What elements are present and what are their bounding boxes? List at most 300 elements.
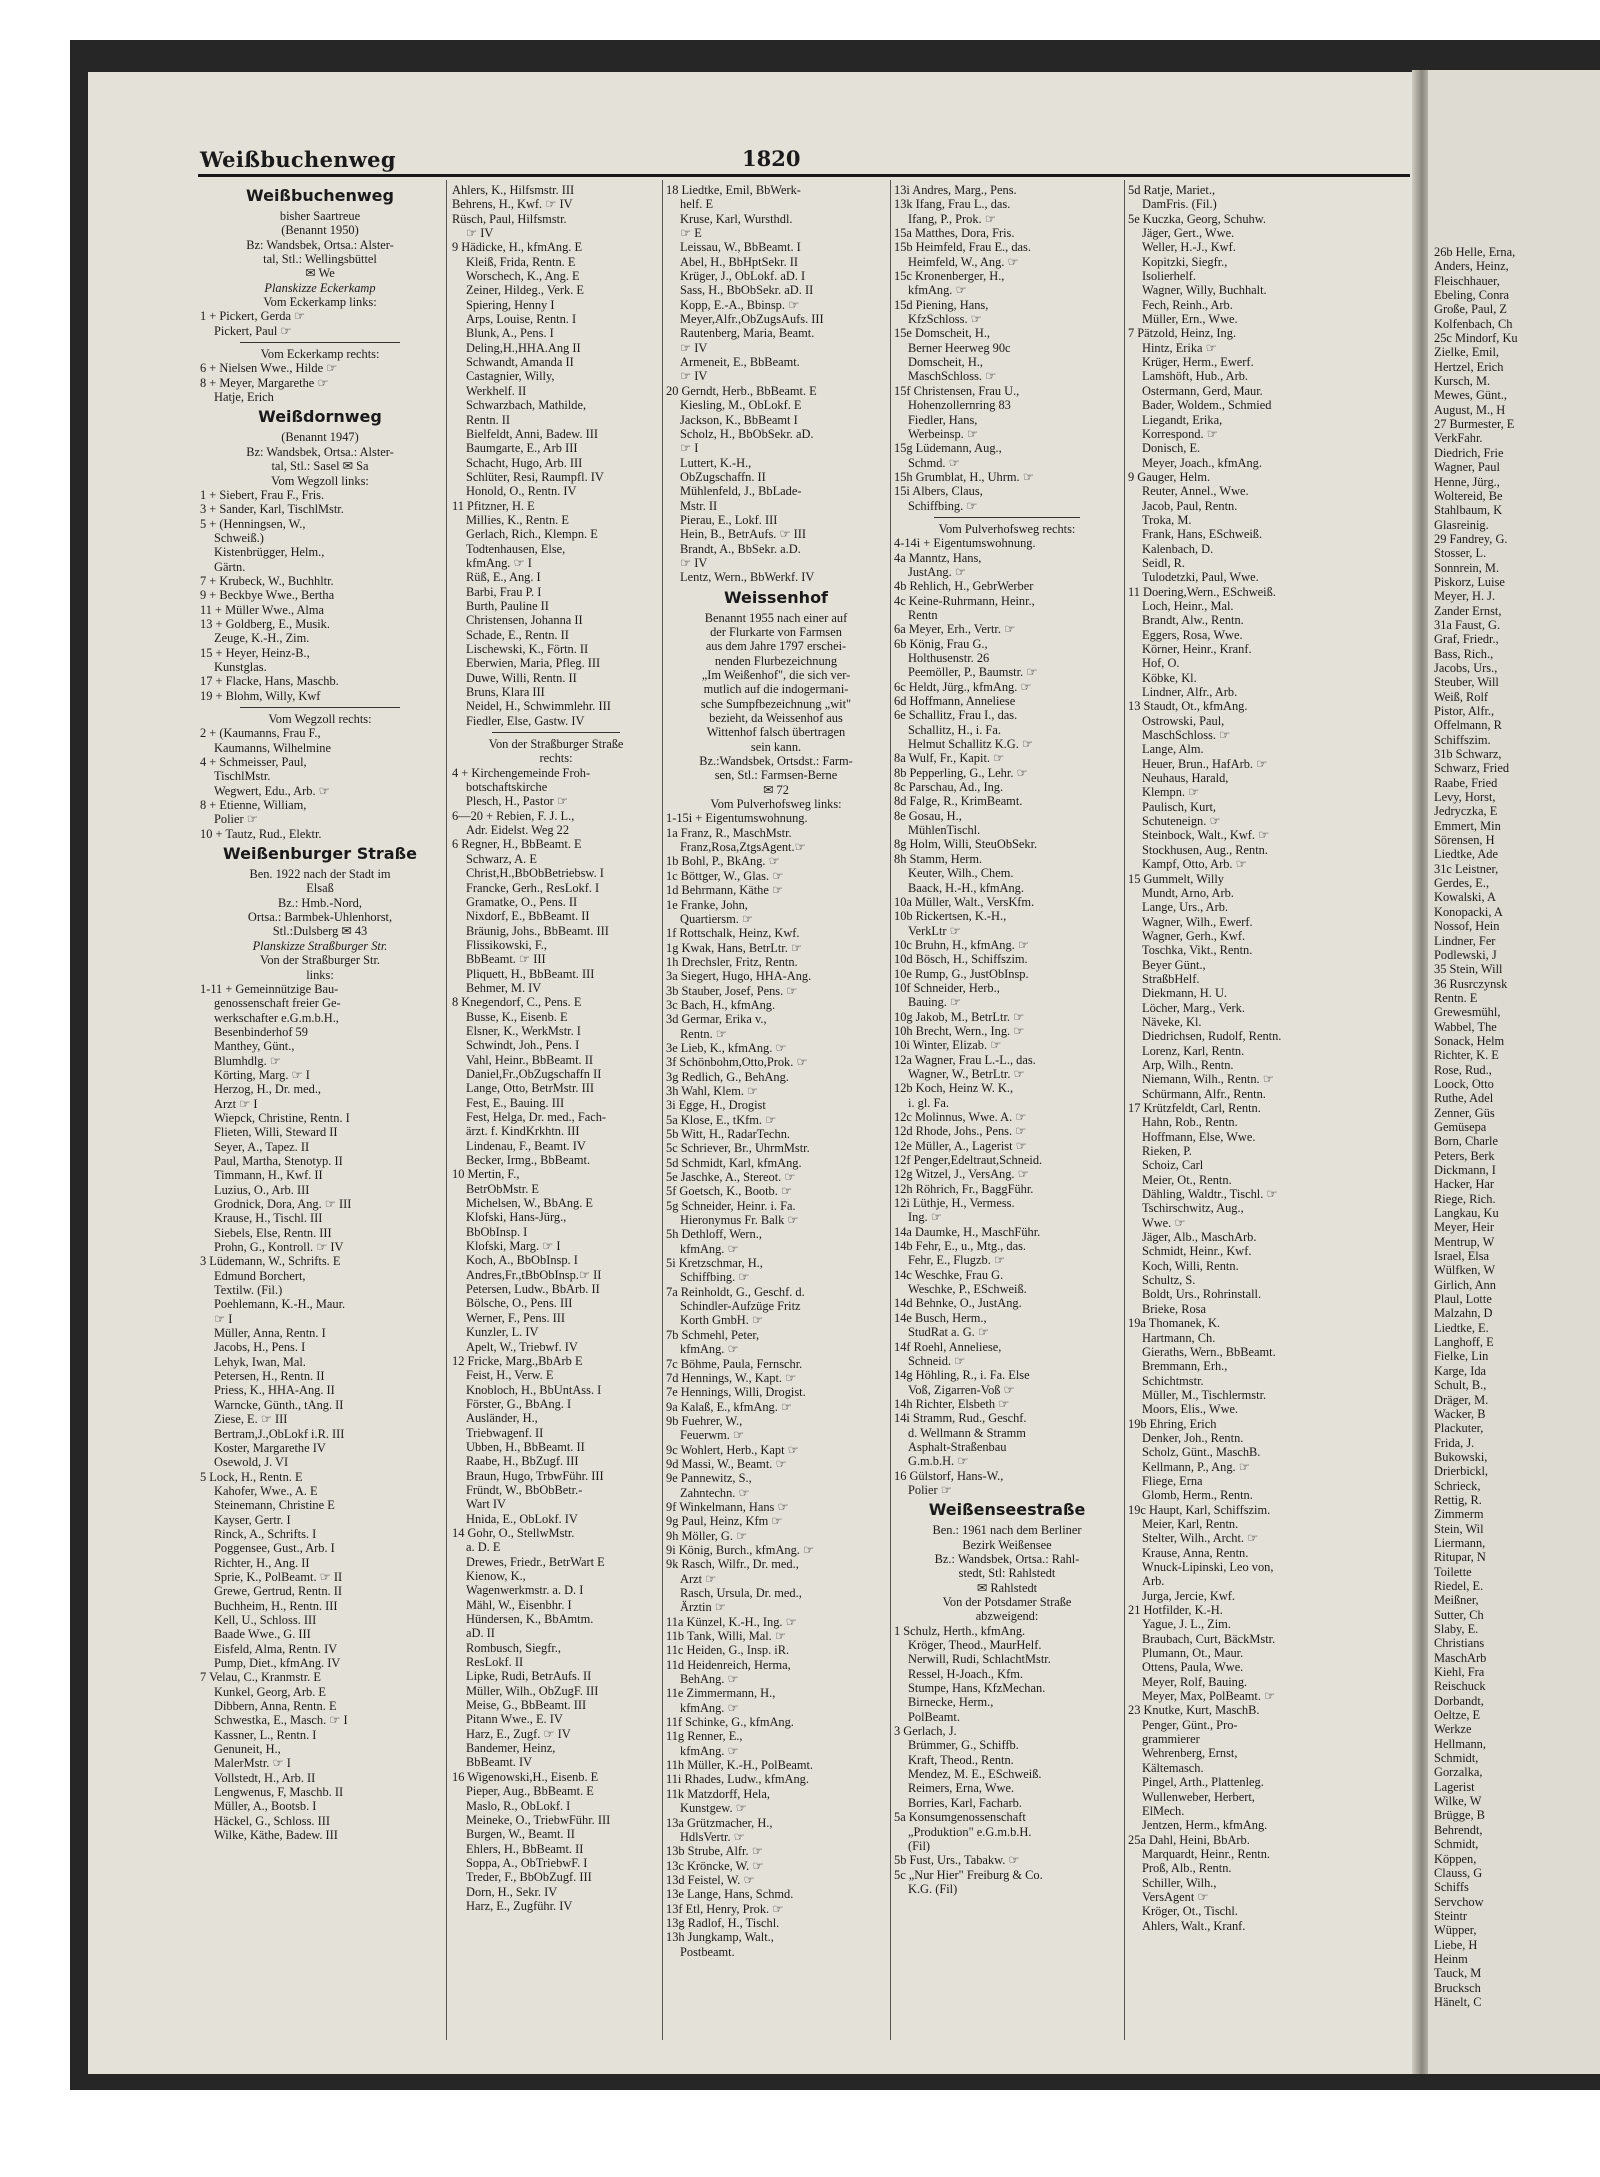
facing-page-entry: Liermann, — [1434, 1535, 1486, 1550]
directory-entry: Ifang, P., Prok. ☞ — [908, 211, 996, 226]
facing-page-entry: Schiffszim. — [1434, 732, 1491, 747]
facing-page-text — [1434, 245, 1518, 2009]
facing-page-entry: August, M., H — [1434, 402, 1506, 417]
directory-entry: Kahofer, Wwe., A. E — [214, 1483, 318, 1498]
directory-entry: 10h Brecht, Wern., Ing. ☞ — [894, 1023, 1025, 1038]
directory-column-1 — [200, 183, 440, 1842]
directory-entry: 4b Rehlich, H., GebrWerber — [894, 579, 1034, 594]
directory-entry: Deling,H.,HHA.Ang II — [466, 340, 581, 355]
street-note: nenden Flurbezeichnung — [714, 653, 838, 668]
directory-entry: genossenschaft freier Ge- — [214, 996, 341, 1011]
facing-page-entry: Zander Ernst, — [1434, 603, 1502, 618]
facing-page-entry: Plackuter, — [1434, 1421, 1484, 1436]
directory-entry: 9e Pannewitz, S., — [666, 1471, 752, 1486]
directory-entry: Ressel, H-Joach., Kfm. — [908, 1666, 1023, 1681]
facing-page-entry: Lindner, Fer — [1434, 933, 1496, 948]
street-note: Vom Eckerkamp rechts: — [260, 347, 380, 362]
directory-entry: 12h Röhrich, Fr., BaggFühr. — [894, 1181, 1034, 1196]
directory-entry: Treder, F., BbObZugf. III — [466, 1870, 592, 1885]
street-note: Ortsa.: Barmbek-Uhlenhorst, — [247, 910, 393, 925]
directory-entry: Nixdorf, E., BbBeamt. II — [466, 909, 590, 924]
directory-entry: Fehr, E., Flugzb. ☞ — [908, 1253, 1005, 1268]
street-note: Bz.:Wandsbek, Ortsdst.: Farm- — [699, 754, 853, 769]
facing-page-entry: Bukowski, — [1434, 1449, 1488, 1464]
directory-entry: Domscheit, H., — [908, 355, 984, 370]
directory-entry: Manthey, Günt., — [214, 1039, 295, 1054]
directory-entry: Hoffmann, Else, Wwe. — [1142, 1129, 1256, 1144]
directory-entry: Niemann, Wilh., Rentn. ☞ — [1142, 1072, 1274, 1087]
directory-entry: 18 Liedtke, Emil, BbWerk- — [666, 183, 801, 197]
directory-entry: 11k Matzdorff, Hela, — [666, 1786, 770, 1801]
directory-entry: Pickert, Paul ☞ — [214, 323, 292, 338]
directory-entry: Christ,H.,BbObBetriebsw. I — [466, 866, 604, 881]
directory-entry: Duwe, Willi, Rentn. II — [466, 670, 577, 685]
street-note: sche Sumpfbezeichnung „wit" — [700, 696, 852, 711]
directory-entry: BbObInsp. I — [466, 1224, 528, 1239]
street-heading: Weißenburger Straße — [223, 844, 417, 864]
directory-entry: Kruse, Karl, Wursthdl. — [680, 211, 793, 226]
directory-entry: Brandt, Alw., Rentn. — [1142, 613, 1244, 628]
directory-entry: Bremmann, Erh., — [1142, 1359, 1228, 1374]
directory-entry: Abel, H., BbHptSekr. II — [680, 254, 799, 269]
directory-entry: Rieken, P. — [1142, 1144, 1192, 1159]
directory-entry: Dähling, Waldtr., Tischl. ☞ — [1142, 1187, 1278, 1202]
directory-entry: Beyer Günt., — [1142, 957, 1206, 972]
facing-page-entry: Gerdes, E., — [1434, 876, 1490, 891]
directory-entry: Heimfeld, W., Ang. ☞ — [908, 254, 1019, 269]
directory-entry: Stumpe, Hans, KfzMechan. — [908, 1681, 1046, 1696]
directory-entry: Rinck, A., Schrifts. I — [214, 1526, 317, 1541]
street-note: bezieht, da Weissenhof aus — [709, 711, 843, 726]
directory-entry: Meise, G., BbBeamt. III — [466, 1698, 587, 1713]
directory-entry: Schacht, Hugo, Arb. III — [466, 455, 583, 470]
directory-entry: Müller, M., Tischlermstr. — [1142, 1387, 1267, 1402]
directory-entry: 8h Stamm, Herm. — [894, 851, 983, 866]
directory-entry: JustAng. ☞ — [908, 564, 966, 579]
directory-entry: Wagner, Wilh., Ewerf. — [1142, 914, 1253, 929]
directory-entry: Loch, Heinr., Mal. — [1142, 598, 1234, 613]
directory-entry: Kopitzki, Siegfr., — [1142, 254, 1228, 269]
directory-entry: Gärtn. — [214, 559, 246, 574]
directory-entry: Burth, Pauline II — [466, 598, 549, 613]
directory-entry: Lamshöft, Hub., Arb. — [1142, 369, 1248, 384]
directory-entry: kfmAng. ☞ — [908, 283, 967, 298]
street-note: stedt, Stl: Rahlstedt — [958, 1566, 1056, 1581]
directory-entry: G.m.b.H. ☞ — [908, 1454, 969, 1469]
directory-entry: Diedrichsen, Rudolf, Rentn. — [1142, 1029, 1282, 1044]
directory-entry: 8 + Meyer, Margarethe ☞ — [200, 375, 329, 390]
facing-page-entry: Richter, K. E — [1434, 1048, 1499, 1063]
directory-entry: Luttert, K.-H., — [680, 455, 752, 470]
facing-page-entry: Graf, Friedr., — [1434, 632, 1499, 647]
facing-page-entry: Langhoff, E — [1434, 1335, 1494, 1350]
directory-entry: 5b Witt, H., RadarTechn. — [666, 1127, 791, 1141]
directory-entry: 1f Rottschalk, Heinz, Kwf. — [666, 926, 800, 941]
directory-entry: PolBeamt. — [908, 1709, 960, 1724]
facing-page-entry: Wagner, Paul — [1434, 460, 1500, 475]
directory-entry: Spiering, Henny I — [466, 297, 555, 312]
directory-entry: 7d Hennings, W., Kapt. ☞ — [666, 1370, 797, 1385]
directory-entry: 3 Gerlach, J. — [894, 1724, 957, 1739]
directory-entry: 6a Meyer, Erh., Vertr. ☞ — [894, 622, 1016, 637]
column-divider — [446, 180, 447, 2040]
directory-entry: 7 + Krubeck, W., Buchhltr. — [200, 573, 334, 588]
directory-entry: MalerMstr. ☞ I — [214, 1756, 291, 1771]
directory-entry: Textilw. (Fil.) — [214, 1283, 283, 1298]
facing-page-entry: Jedryczka, E — [1434, 804, 1498, 819]
street-note: Vom Pulverhofsweg links: — [710, 797, 842, 812]
directory-entry: a. D. E — [466, 1540, 501, 1555]
facing-page-entry: Meißner, — [1434, 1593, 1479, 1608]
facing-page-entry: Meyer, H. J. — [1434, 589, 1496, 604]
facing-page-entry: Lagerist — [1434, 1779, 1475, 1794]
facing-page-entry: Riege, Rich. — [1434, 1191, 1496, 1206]
directory-entry: Proß, Alb., Rentn. — [1142, 1861, 1232, 1876]
directory-entry: Wnuck-Lipinski, Leo von, — [1142, 1560, 1274, 1574]
directory-entry: 12f Penger,Edeltraut,Schneid. — [894, 1153, 1043, 1168]
directory-entry: Lentz, Wern., BbWerkf. IV — [680, 570, 815, 585]
directory-entry: Wagenwerkmstr. a. D. I — [466, 1583, 584, 1598]
directory-entry: 5 + (Henningsen, W., — [200, 516, 306, 531]
directory-entry: Blumhdlg. ☞ — [214, 1053, 281, 1068]
street-note: Planskizze Eckerkamp — [264, 280, 376, 295]
directory-entry: 11f Schinke, G., kfmAng. — [666, 1715, 794, 1730]
facing-page-entry: Heinm — [1434, 1951, 1468, 1966]
directory-column-3 — [666, 183, 886, 1959]
directory-entry: Leissau, W., BbBeamt. I — [680, 240, 801, 255]
directory-entry: Wagner, Gerh., Kwf. — [1142, 928, 1246, 943]
facing-page-entry: Kursch, M. — [1434, 374, 1491, 389]
directory-entry: 17 Krützfeldt, Carl, Rentn. — [1128, 1101, 1261, 1115]
directory-entry: Stelter, Wilh., Archt. ☞ — [1142, 1531, 1259, 1546]
directory-entry: 5 Lock, H., Rentn. E — [200, 1469, 303, 1484]
facing-page-entry: Kowalski, A — [1434, 890, 1496, 905]
directory-entry: Grewe, Gertrud, Rentn. II — [214, 1584, 342, 1599]
directory-entry: Plesch, H., Pastor ☞ — [466, 794, 568, 809]
directory-entry: Kleiß, Frida, Rentn. E — [466, 254, 576, 269]
directory-entry: Wagner, W., BetrLtr. ☞ — [908, 1066, 1025, 1081]
directory-entry: 11d Heidenreich, Herma, — [666, 1657, 791, 1672]
column-divider — [1124, 180, 1125, 2040]
directory-entry: Adr. Eidelst. Weg 22 — [466, 823, 570, 838]
facing-page-entry: Steuber, Will — [1434, 675, 1499, 690]
directory-entry: 3 + Sander, Karl, TischlMstr. — [200, 502, 344, 517]
directory-entry: Liegandt, Erika, — [1142, 412, 1223, 427]
facing-page-entry: Dickmann, I — [1434, 1163, 1496, 1177]
directory-entry: 1e Franke, John, — [666, 897, 748, 912]
directory-entry: 8b Pepperling, G., Lehr. ☞ — [894, 765, 1028, 780]
facing-page-entry: Stahlbaum, K — [1434, 503, 1503, 518]
directory-entry: 1b Bohl, P., BkAng. ☞ — [666, 854, 780, 869]
directory-entry: Denker, Joh., Rentn. — [1142, 1430, 1244, 1445]
street-note: abzweigend: — [975, 1609, 1039, 1624]
directory-entry: Meyer, Rolf, Bauing. — [1142, 1674, 1248, 1689]
directory-entry: Schallitz, H., i. Fa. — [908, 722, 1001, 737]
facing-page-entry: Frida, J. — [1434, 1435, 1475, 1450]
directory-entry: Marquardt, Heinr., Rentn. — [1142, 1846, 1271, 1861]
street-note: (Benannt 1947) — [281, 430, 359, 445]
directory-entry: Maslo, R., ObLokf. I — [466, 1798, 571, 1813]
directory-entry: 1c Böttger, W., Glas. ☞ — [666, 868, 784, 883]
directory-entry: 9c Wohlert, Herb., Kapt ☞ — [666, 1442, 799, 1457]
directory-entry: Werkhelf. II — [466, 383, 527, 398]
directory-entry: Quartiersm. ☞ — [680, 911, 754, 926]
facing-page-entry: Gorzalka, — [1434, 1765, 1483, 1780]
directory-entry: Klofski, Marg. ☞ I — [466, 1239, 561, 1254]
directory-entry: Kampf, Otto, Arb. ☞ — [1142, 857, 1247, 872]
directory-entry: Eberwien, Maria, Pfleg. III — [466, 656, 601, 671]
directory-entry: Jacobs, H., Pens. I — [214, 1340, 306, 1355]
directory-entry: Pierau, E., Lokf. III — [680, 512, 778, 527]
directory-entry: Meier, Karl, Rentn. — [1142, 1516, 1239, 1531]
directory-entry: Hohenzollernring 83 — [908, 398, 1011, 413]
directory-entry: 13 Staudt, Ot., kfmAng. — [1128, 699, 1248, 714]
facing-page-entry: Behrendt, — [1434, 1822, 1483, 1837]
directory-entry: helf. E — [680, 197, 714, 212]
directory-entry: Penger, Günt., Pro- — [1142, 1717, 1238, 1732]
facing-page-entry: Rose, Rud., — [1434, 1062, 1492, 1077]
directory-entry: Raabe, H., BbZugf. III — [466, 1454, 579, 1469]
directory-entry: Rüß, E., Ang. I — [466, 570, 541, 585]
directory-entry: Braubach, Curt, BäckMstr. — [1142, 1631, 1276, 1646]
facing-page-fragment — [1428, 70, 1600, 2074]
directory-entry: Kayser, Gertr. I — [214, 1512, 291, 1527]
directory-column-2 — [452, 183, 660, 1913]
directory-entry: Hatje, Erich — [214, 390, 274, 405]
directory-entry: Toschka, Vikt., Rentn. — [1142, 943, 1253, 958]
directory-entry: BehAng. ☞ — [680, 1672, 739, 1687]
facing-page-entry: Schult, B., — [1434, 1378, 1487, 1393]
directory-entry: Müller, Wilh., ObZugF. III — [466, 1683, 599, 1698]
directory-entry: Polier ☞ — [214, 812, 258, 827]
directory-entry: 5b Fust, Urs., Tabakw. ☞ — [894, 1853, 1020, 1868]
directory-entry: Genuneit, H., — [214, 1742, 281, 1757]
directory-entry: StudRat a. G. ☞ — [908, 1325, 989, 1340]
directory-entry: Ehlers, H., BbBeamt. II — [466, 1841, 584, 1856]
directory-entry: Triebwagenf. II — [466, 1425, 544, 1440]
directory-entry: Kunstgew. ☞ — [680, 1801, 747, 1816]
directory-entry: Diekmann, H. U. — [1142, 986, 1227, 1001]
directory-entry: Schürmann, Alfr., Rentn. — [1142, 1086, 1266, 1101]
directory-entry: Michelsen, W., BbAng. E — [466, 1196, 593, 1211]
section-rule — [934, 517, 1080, 518]
directory-entry: 5a Klose, E., tKfm. ☞ — [666, 1112, 777, 1127]
directory-entry: Peemöller, P., Baumstr. ☞ — [908, 665, 1038, 680]
directory-entry: Gerlach, Rich., Klempn. E — [466, 527, 598, 542]
directory-entry: Donisch, E. — [1142, 441, 1201, 456]
directory-entry: Seyer, A., Tapez. II — [214, 1139, 310, 1154]
directory-entry: Kistenbrügger, Helm., — [214, 545, 325, 560]
directory-entry: 1a Franz, R., MaschMstr. — [666, 825, 792, 840]
directory-entry: Kröger, Ot., Tischl. — [1142, 1904, 1238, 1919]
facing-page-entry: Liebe, H — [1434, 1937, 1478, 1952]
facing-page-entry: Sonnrein, M. — [1434, 560, 1500, 575]
directory-entry: Neidel, H., Schwimmlehr. III — [466, 699, 611, 714]
directory-entry: Schuteneign. ☞ — [1142, 814, 1221, 829]
directory-entry: Pingel, Arth., Plattenleg. — [1142, 1775, 1264, 1790]
directory-entry: 7e Hennings, Willi, Drogist. — [666, 1385, 806, 1400]
facing-page-entry: Sörensen, H — [1434, 833, 1495, 848]
directory-entry: Kunkel, Georg, Arb. E — [214, 1684, 326, 1699]
directory-entry: 8g Holm, Willi, SteuObSekr. — [894, 837, 1038, 852]
directory-entry: Hündersen, K., BbAmtm. — [466, 1612, 594, 1627]
directory-entry: HdlsVertr. ☞ — [680, 1829, 745, 1844]
directory-entry: ☞ IV — [466, 226, 494, 241]
directory-entry: 5g Schneider, Heinr. i. Fa. — [666, 1198, 796, 1213]
directory-entry: 15f Christensen, Frau U., — [894, 383, 1020, 398]
directory-entry: Pieper, Aug., BbBeamt. E — [466, 1784, 594, 1799]
directory-entry: 7a Reinholdt, G., Geschf. d. — [666, 1284, 805, 1299]
directory-entry: Fest, Helga, Dr. med., Fach- — [466, 1110, 607, 1124]
directory-entry: grammierer — [1142, 1732, 1200, 1747]
street-note: bisher Saartreue — [279, 209, 361, 223]
directory-entry: Koster, Margarethe IV — [214, 1440, 326, 1455]
facing-page-entry: Fielke, Lin — [1434, 1349, 1489, 1364]
directory-entry: 9k Rasch, Wilfr., Dr. med., — [666, 1557, 799, 1572]
section-rule — [492, 732, 620, 733]
directory-entry: Jäger, Alb., MaschArb. — [1142, 1230, 1257, 1245]
directory-entry: DamFris. (Fil.) — [1142, 197, 1217, 212]
facing-page-entry: Wacker, B — [1434, 1406, 1486, 1421]
directory-entry: 6—20 + Rebien, F. J. L., — [452, 808, 575, 823]
directory-entry: 9f Winkelmann, Hans ☞ — [666, 1499, 789, 1514]
directory-entry: Sass, H., BbObSekr. aD. II — [680, 283, 814, 298]
directory-entry: 13b Strube, Alfr. ☞ — [666, 1844, 763, 1859]
directory-entry: ☞ IV — [680, 555, 708, 570]
directory-entry: 14h Richter, Elsbeth ☞ — [894, 1396, 1010, 1411]
directory-entry: 5d Schmidt, Karl, kfmAng. — [666, 1155, 802, 1170]
directory-entry: Schiller, Wilh., — [1142, 1875, 1217, 1890]
directory-entry: 25a Dahl, Heini, BbArb. — [1128, 1832, 1250, 1847]
facing-page-entry: Wabbel, The — [1434, 1019, 1497, 1034]
directory-entry: 10b Rickertsen, K.-H., — [894, 909, 1007, 924]
facing-page-entry: Wülfken, W — [1434, 1263, 1496, 1278]
directory-entry: 3b Stauber, Josef, Pens. ☞ — [666, 983, 798, 998]
directory-entry: Schlüter, Resi, Raumpfl. IV — [466, 469, 604, 484]
facing-page-entry: Bass, Rich., — [1434, 646, 1494, 661]
directory-entry: Arps, Louise, Rentn. I — [466, 312, 577, 327]
directory-entry: ☞ IV — [680, 369, 708, 384]
street-note: ✉ 72 — [763, 782, 789, 797]
directory-entry: Kopp, E.-A., Bbinsp. ☞ — [680, 297, 800, 312]
street-note: (Benannt 1950) — [281, 223, 359, 238]
street-note: tal, Stl.: Wellingsbüttel — [263, 252, 377, 267]
directory-entry: TischlMstr. — [214, 769, 271, 784]
directory-entry: 16 Gülstorf, Hans-W., — [894, 1468, 1004, 1483]
facing-page-entry: Schwarz, Fried — [1434, 761, 1510, 776]
directory-entry: Heuer, Brun., HafArb. ☞ — [1142, 756, 1268, 771]
directory-entry: 12b Koch, Heinz W. K., — [894, 1081, 1014, 1096]
directory-entry: Rasch, Ursula, Dr. med., — [680, 1586, 802, 1600]
directory-entry: Bertram,J.,ObLokf i.R. III — [214, 1426, 345, 1441]
directory-entry: Luzius, O., Arb. III — [214, 1182, 310, 1197]
facing-page-entry: Karge, Ida — [1434, 1363, 1487, 1378]
directory-entry: Feuerwm. ☞ — [680, 1428, 745, 1443]
directory-entry: 21 Hotfilder, K.-H. — [1128, 1603, 1223, 1618]
facing-page-entry: Podlewski, J — [1434, 947, 1497, 962]
facing-page-entry: 36 Rusrczynsk — [1434, 976, 1508, 991]
directory-entry: 13f Etl, Henry, Prok. ☞ — [666, 1901, 784, 1916]
directory-entry: 11i Rhades, Ludw., kfmAng. — [666, 1772, 809, 1787]
directory-entry: Voß, Zigarren-Voß ☞ — [908, 1382, 1015, 1397]
directory-entry: Buchheim, H., Rentn. III — [214, 1598, 338, 1613]
directory-entry: Kalenbach, D. — [1142, 541, 1214, 556]
directory-entry: 15 + Heyer, Heinz-B., — [200, 645, 310, 660]
directory-entry: 13c Kröncke, W. ☞ — [666, 1858, 764, 1873]
directory-entry: Neuhaus, Harald, — [1142, 771, 1229, 786]
directory-entry: Schindler-Aufzüge Fritz — [680, 1299, 801, 1314]
directory-entry: Arb. — [1142, 1574, 1165, 1589]
directory-entry: 9 Hädicke, H., kfmAng. E — [452, 240, 583, 255]
directory-entry: Daniel,Fr.,ObZugschaffn II — [466, 1066, 602, 1081]
directory-entry: kfmAng. ☞ — [680, 1700, 739, 1715]
directory-entry: Meyer, Max, PolBeamt. ☞ — [1142, 1689, 1276, 1704]
directory-entry: Hnida, E., ObLokf. IV — [466, 1511, 578, 1526]
directory-entry: Prohn, G., Kontroll. ☞ IV — [214, 1240, 344, 1255]
directory-entry: 15h Grumblat, H., Uhrm. ☞ — [894, 469, 1034, 484]
facing-page-entry: Ruthe, Adel — [1434, 1091, 1494, 1106]
directory-entry: Drewes, Friedr., BetrWart E — [466, 1554, 605, 1569]
directory-entry: 5c „Nur Hier" Freiburg & Co. — [894, 1867, 1043, 1882]
directory-entry: Ottens, Paula, Wwe. — [1142, 1660, 1244, 1675]
facing-page-entry: Werkze — [1434, 1722, 1472, 1737]
facing-page-entry: Steintr — [1434, 1908, 1468, 1923]
directory-entry: Mundt, Arno, Arb. — [1142, 885, 1234, 900]
directory-entry: Edmund Borchert, — [214, 1268, 306, 1283]
directory-entry: Rautenberg, Maria, Beamt. — [680, 326, 815, 341]
directory-entry: 17 + Flacke, Hans, Maschb. — [200, 674, 339, 689]
directory-entry: Herzog, H., Dr. med., — [214, 1082, 322, 1097]
facing-page-entry: Oeltze, E — [1434, 1708, 1481, 1723]
directory-entry: Fiedler, Hans, — [908, 412, 978, 427]
page-number: 1820 — [742, 146, 801, 171]
directory-entry: Troka, M. — [1142, 512, 1192, 527]
directory-entry: Wegwert, Edu., Arb. ☞ — [214, 783, 330, 798]
directory-entry: Fech, Reinh., Arb. — [1142, 297, 1233, 312]
directory-entry: Mstr. II — [680, 498, 718, 513]
directory-entry: 1g Kwak, Hans, BetrLtr. ☞ — [666, 940, 803, 955]
directory-entry: Jurga, Jercie, Kwf. — [1142, 1588, 1236, 1603]
directory-entry: 9h Möller, G. ☞ — [666, 1528, 748, 1543]
directory-entry: 13g Radlof, H., Tischl. — [666, 1915, 780, 1930]
directory-entry: 13h Jungkamp, Walt., — [666, 1930, 774, 1945]
directory-entry: Dorn, H., Sekr. IV — [466, 1884, 558, 1899]
directory-entry: Steinbock, Walt., Kwf. ☞ — [1142, 828, 1270, 843]
directory-entry: aD. II — [466, 1626, 495, 1641]
facing-page-entry: Brügge, B — [1434, 1808, 1485, 1823]
facing-page-entry: Liedtke, Ade — [1434, 847, 1498, 862]
directory-entry: 5h Dethloff, Wern., — [666, 1227, 762, 1242]
directory-entry: 14e Busch, Herm., — [894, 1310, 987, 1325]
directory-entry: 9b Fuehrer, W., — [666, 1413, 743, 1428]
facing-page-entry: Köppen, — [1434, 1851, 1477, 1866]
directory-entry: Vollstedt, H., Arb. II — [214, 1770, 316, 1785]
directory-entry: Müller, Ern., Wwe. — [1142, 312, 1238, 327]
directory-entry: 14f Roehl, Anneliese, — [894, 1339, 1002, 1354]
directory-entry: Grodnick, Dora, Ang. ☞ III — [214, 1197, 352, 1211]
directory-entry: Worschech, K., Ang. E — [466, 269, 580, 284]
directory-entry: Lengwenus, F, Maschb. II — [214, 1785, 344, 1800]
facing-page-entry: 31a Faust, G. — [1434, 617, 1501, 632]
directory-entry: Brandt, A., BbSekr. a.D. — [680, 541, 801, 556]
facing-page-entry: Zimmerm — [1434, 1507, 1484, 1522]
directory-entry: Feist, H., Verw. E — [466, 1368, 554, 1383]
street-note: Planskizze Straßburger Str. — [252, 938, 388, 953]
facing-page-entry: Wüpper, — [1434, 1923, 1477, 1938]
facing-page-entry: Meyer, Heir — [1434, 1220, 1495, 1235]
directory-entry: Reimers, Erna, Wwe. — [908, 1781, 1015, 1796]
column-divider — [662, 180, 663, 2040]
